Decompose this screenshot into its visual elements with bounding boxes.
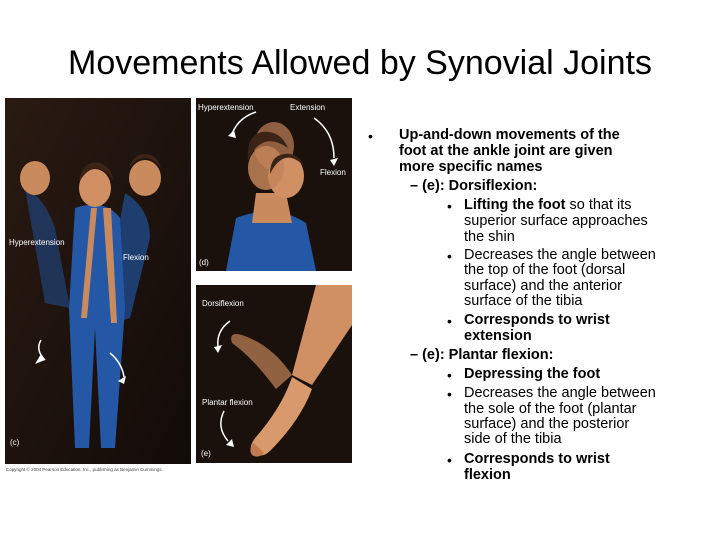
label-hyperextension-c: Hyperextension	[9, 238, 65, 247]
trunk-movement-illustration	[5, 98, 191, 464]
plantar-item-3-line-2: flexion	[464, 467, 511, 483]
label-extension-d: Extension	[290, 103, 326, 112]
intro-line-1: Up-and-down movements of the	[399, 127, 620, 143]
dorsiflexion-heading: – (e): Dorsiflexion:	[410, 178, 538, 194]
dorsi-item-1-bold: Lifting the foot	[464, 197, 566, 213]
dorsi-bullet-2: •	[447, 248, 452, 264]
plantar-bullet-3: •	[447, 452, 452, 468]
plantar-bullet-2: •	[447, 386, 452, 402]
dorsi-item-3-line-1: Corresponds to wrist	[464, 312, 610, 328]
plantar-bullet-1: •	[447, 367, 452, 383]
label-plantar-flexion-e: Plantar flexion	[202, 398, 253, 407]
label-flexion-d: Flexion	[320, 168, 346, 177]
plantar-item-3-line-1: Corresponds to wrist	[464, 451, 610, 467]
intro-line-3: more specific names	[399, 159, 543, 175]
main-bullet: •	[368, 128, 373, 144]
dorsi-item-1-line-1	[464, 198, 632, 214]
label-flexion-c: Flexion	[123, 253, 149, 262]
ankle-movement-illustration	[196, 285, 352, 463]
figure-panel-c	[5, 98, 191, 464]
plantar-item-1: Depressing the foot	[464, 366, 601, 382]
label-hyperextension-d: Hyperextension	[198, 103, 254, 112]
plantar-heading: – (e): Plantar flexion:	[410, 347, 554, 363]
dorsi-item-2-line-4: surface of the tibia	[464, 293, 583, 309]
dorsi-bullet-3: •	[447, 313, 452, 329]
figure-panel-e	[196, 285, 352, 463]
neck-movement-illustration	[196, 98, 352, 271]
dorsi-item-2-line-1: Decreases the angle between	[464, 247, 656, 263]
dorsi-bullet-1: •	[447, 198, 452, 214]
slide-title: Movements Allowed by Synovial Joints	[68, 44, 652, 82]
dorsi-item-2-line-3: surface) and the anterior	[464, 278, 622, 294]
dorsi-item-1-rest: so that its	[565, 197, 632, 213]
label-letter-c: (c)	[10, 438, 20, 447]
plantar-item-2-line-1: Decreases the angle between	[464, 385, 656, 401]
dorsi-item-3-line-2: extension	[464, 328, 532, 344]
label-letter-e: (e)	[201, 449, 211, 458]
dorsi-item-1-line-3: the shin	[464, 229, 515, 245]
plantar-item-2-line-2: the sole of the foot (plantar	[464, 401, 637, 417]
dorsi-item-1-line-2: superior surface approaches	[464, 213, 648, 229]
figure-copyright: Copyright © 2004 Pearson Education, Inc., publishing as Benjamin Cummings.	[6, 467, 163, 472]
dorsi-item-2-line-2: the top of the foot (dorsal	[464, 262, 626, 278]
plantar-item-2-line-3: surface) and the posterior	[464, 416, 630, 432]
intro-line-2: foot at the ankle joint are given	[399, 143, 613, 159]
label-dorsiflexion-e: Dorsiflexion	[202, 299, 244, 308]
figure-panel-d	[196, 98, 352, 271]
label-letter-d: (d)	[199, 258, 209, 267]
plantar-item-2-line-4: side of the tibia	[464, 431, 562, 447]
